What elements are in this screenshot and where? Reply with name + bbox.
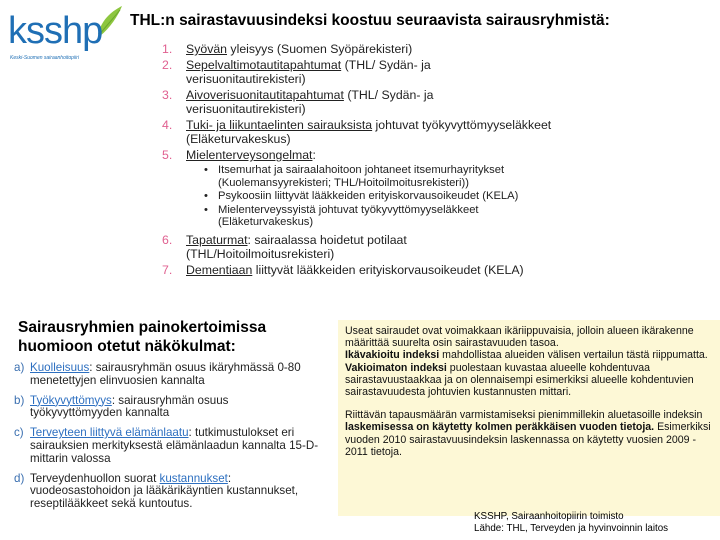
three-year-paragraph	[345, 409, 713, 458]
group-name: Tapaturmat	[186, 232, 248, 247]
criterion-name: Terveyteen liittyvä elämänlaatu	[30, 426, 189, 440]
group-name: Syövän	[186, 42, 228, 56]
sub-item: • Itsemurhat ja sairaalahoitoon johtaneet itsemurhayritykset (Kuolemansyyrekisteri; THL/Hoitoilmoitusrekisteri))	[204, 164, 534, 189]
sub-item: • Mielenterveyssyistä johtuvat työkyvyttömyyseläkkeet (Eläketurvakeskus)	[204, 204, 534, 229]
item-letter: d)	[14, 471, 25, 485]
item-number: 4.	[162, 118, 173, 132]
paragraph-text: Riittävän tapausmäärän varmistamiseksi pienimmillekin aluetasoille indeksin	[345, 409, 703, 422]
criterion-text: : sairausryhmän osuus työkyvyttömyyden kannalta	[30, 393, 229, 420]
list-item	[14, 473, 320, 511]
mental-health-subitems	[204, 164, 534, 229]
item-letter: a)	[14, 361, 25, 374]
list-item	[162, 58, 476, 86]
group-source: :	[312, 148, 316, 162]
group-source: (THL/ Sydän- ja verisuonitautirekisteri)	[186, 58, 431, 86]
list-item	[162, 42, 718, 56]
item-number: 6.	[162, 232, 173, 247]
criterion-name: Kuolleisuus	[30, 361, 90, 374]
list-item	[14, 427, 320, 465]
paragraph-text: Esimerkiksi vuoden 2010 sairastavuusindeksin laskennassa on käytetty vuosien 2009 - 2011 tietoja.	[345, 421, 711, 458]
group-source: : sairaalassa hoidetut potilaat (THL/Hoitoilmoitusrekisteri)	[186, 232, 407, 261]
page-title: THL:n sairastavuusindeksi koostuu seuraavista sairausryhmistä:	[130, 12, 610, 29]
bold-term: Ikävakioitu indeksi	[345, 349, 440, 362]
list-item	[162, 118, 596, 146]
weighting-heading: Sairausryhmien painokertoimissa huomioon otetut näkökulmat:	[18, 319, 267, 355]
list-item	[162, 263, 718, 277]
group-source: johtuvat työkyvyttömyyseläkkeet (Eläketurvakeskus)	[186, 118, 552, 146]
criterion-name: kustannukset	[159, 471, 228, 485]
item-letter: c)	[14, 426, 24, 440]
logo-subtitle: Keski-Suomen sairaanhoitopiiri	[10, 55, 79, 61]
item-number: 7.	[162, 262, 173, 277]
group-name: Aivoverisuonitautitapahtumat	[186, 88, 344, 102]
list-item	[14, 362, 320, 388]
criterion-text: : sairausryhmän osuus ikäryhmässä 0-80 menetettyjen elinvuosien kannalta	[30, 361, 301, 387]
group-name: Mielenterveysongelmat	[186, 148, 313, 162]
list-item	[162, 88, 486, 116]
group-name: Sepelvaltimotautitapahtumat	[186, 58, 342, 72]
list-item	[162, 233, 486, 261]
group-name: Dementiaan	[186, 262, 253, 277]
criterion-name: Työkyvyttömyys	[30, 393, 112, 407]
paragraph-text: Useat sairaudet ovat voimakkaan ikäriippuvaisia, jolloin alueen ikärakenne määrittää suurelta osin sairastavuuden tasoa.	[345, 325, 694, 350]
item-number: 2.	[162, 58, 173, 72]
paragraph-text: mahdollistaa alueiden välisen vertailun tästä riippumatta.	[439, 349, 708, 362]
group-source: liittyvät lääkkeiden erityiskorvausoikeudet (KELA)	[252, 262, 524, 277]
sub-item: • Psykoosiin liittyvät lääkkeiden erityiskorvausoikeudet (KELA)	[204, 190, 534, 203]
footer-line: KSSHP, Sairaanhoitopiirin toimisto	[474, 511, 624, 522]
bold-term: Vakioimaton indeksi	[345, 361, 447, 374]
criteria-list	[14, 362, 320, 518]
info-box-text	[345, 325, 713, 469]
age-standardization-paragraph	[345, 325, 713, 398]
item-letter: b)	[14, 393, 25, 407]
item-number: 3.	[162, 88, 173, 102]
footer-line: Lähde: THL, Terveyden ja hyvinvoinnin laitos	[474, 523, 669, 534]
criterion-text: : tutkimustulokset eri sairauksien merkityksestä elämänlaadun kannalta 15-D-mittarin valossa	[30, 426, 319, 465]
item-number: 1.	[162, 42, 173, 56]
list-item	[162, 148, 718, 229]
logo-text: ksshp	[8, 10, 103, 52]
criterion-text: : vuodeosastohoidon ja lääkärikäyntien kustannukset, reseptilääkkeet sekä kuntoutus.	[30, 471, 299, 511]
group-source: (THL/ Sydän- ja verisuonitautirekisteri)	[186, 88, 434, 116]
list-item	[14, 395, 320, 421]
group-source: yleisyys (Suomen Syöpärekisteri)	[227, 42, 413, 56]
bold-term: laskemisessa on käytetty kolmen peräkkäisen vuoden tietoja.	[345, 421, 655, 434]
disease-group-list	[162, 42, 718, 279]
paragraph-text: puolestaan kuvastaa alueelle kohdentuvaa sairastavuustaakkaa ja on olennaisempi esimerkiksi alueelle kohdentuvien sairastavuudesta johtuvien kustannusten mittari.	[345, 361, 694, 399]
source-footer	[474, 511, 668, 535]
item-number: 5.	[162, 148, 173, 162]
criterion-prefix: Terveydenhuollon suorat	[30, 471, 160, 485]
group-name: Tuki- ja liikuntaelinten sairauksista	[186, 118, 373, 132]
